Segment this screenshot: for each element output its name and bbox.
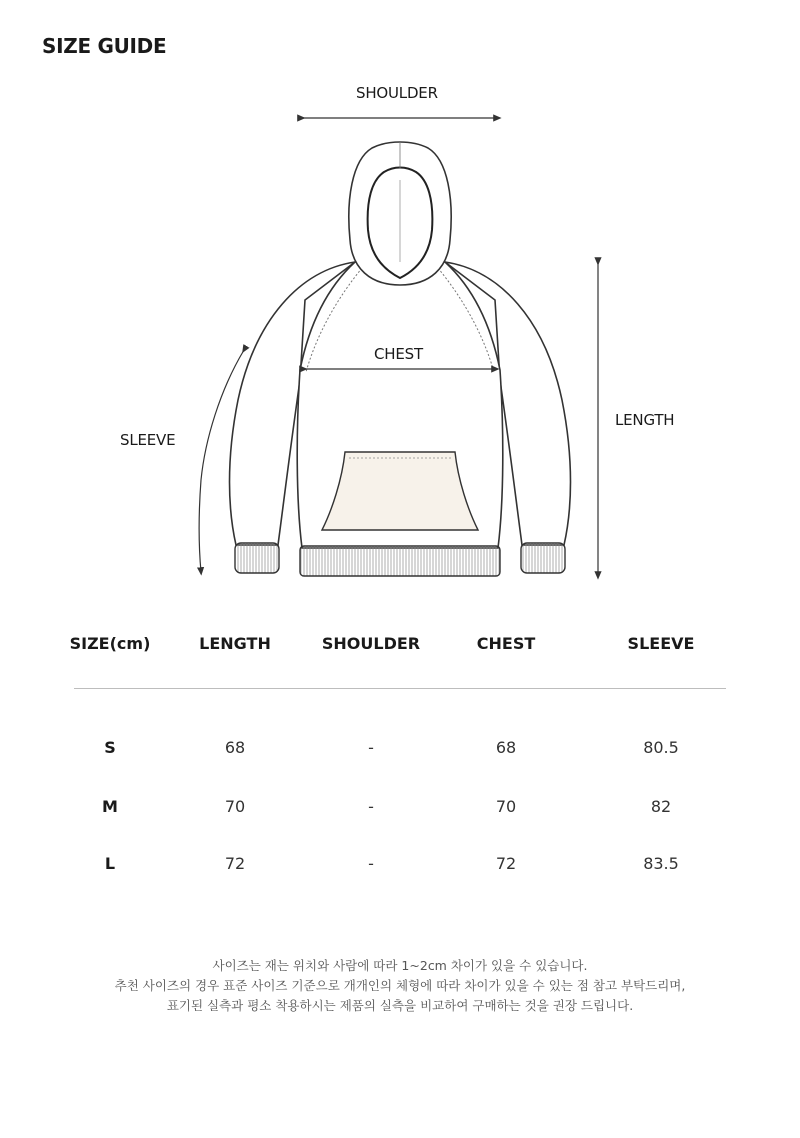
chest-label: CHEST	[374, 345, 423, 363]
row-length: 70	[224, 797, 246, 816]
row-sleeve: 82	[650, 797, 672, 816]
kangaroo-pocket	[322, 452, 478, 530]
sleeve-label: SLEEVE	[120, 431, 176, 449]
row-chest: 68	[495, 738, 517, 757]
note-line-3: 표기된 실측과 평소 착용하시는 제품의 실측을 비교하여 구매하는 것을 권장 드립니다.	[166, 998, 634, 1013]
row-sleeve: 83.5	[643, 854, 679, 873]
row-chest: 70	[495, 797, 517, 816]
left-cuff	[235, 543, 279, 573]
shoulder-label: SHOULDER	[356, 84, 438, 102]
row-length: 72	[224, 854, 246, 873]
table-row	[0, 797, 800, 827]
row-length: 68	[224, 738, 246, 757]
header-shoulder: SHOULDER	[321, 634, 421, 653]
hem-band	[300, 546, 500, 576]
page-title: SIZE GUIDE	[42, 34, 167, 58]
row-size: S	[104, 738, 116, 757]
row-shoulder: -	[368, 854, 374, 873]
row-chest: 72	[495, 854, 517, 873]
header-divider	[74, 688, 726, 689]
header-chest: CHEST	[476, 634, 536, 653]
row-shoulder: -	[368, 797, 374, 816]
row-size: M	[102, 797, 118, 816]
header-length: LENGTH	[199, 634, 271, 653]
row-shoulder: -	[368, 738, 374, 757]
table-row	[0, 854, 800, 884]
header-sleeve: SLEEVE	[627, 634, 695, 653]
note-line-2: 추천 사이즈의 경우 표준 사이즈 기준으로 개개인의 체형에 따라 차이가 있을 수 있는 점 참고 부탁드리며,	[114, 978, 686, 993]
note-line-1: 사이즈는 재는 위치와 사람에 따라 1~2cm 차이가 있을 수 있습니다.	[212, 958, 588, 973]
right-cuff	[521, 543, 565, 573]
row-size: L	[104, 854, 116, 873]
table-row	[0, 738, 800, 768]
header-size: SIZE(cm)	[69, 634, 151, 653]
length-label: LENGTH	[615, 411, 675, 429]
row-sleeve: 80.5	[643, 738, 679, 757]
